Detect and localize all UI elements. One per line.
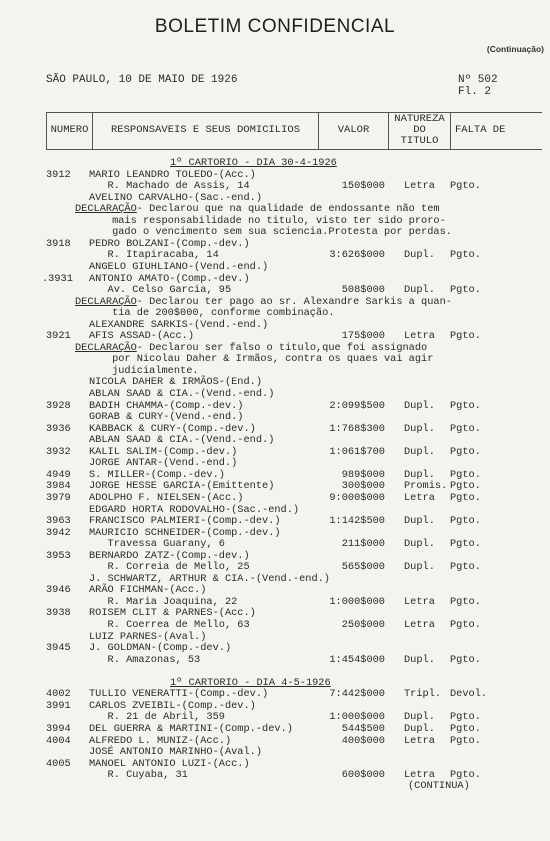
value: 989$000 xyxy=(341,468,385,481)
place-date: SÃO PAULO, 10 DE MAIO DE 1926 xyxy=(46,74,238,86)
protest-reason: Pgto. xyxy=(450,480,481,493)
document-title: BOLETIM CONFIDENCIAL xyxy=(154,16,396,37)
responsible-name: LUIZ PARNES-(Aval.) xyxy=(89,630,207,643)
column-header-natureza-do: DO xyxy=(413,124,426,136)
responsible-name: Travessa Guarany, 6 xyxy=(89,538,225,551)
value: 565$000 xyxy=(341,561,385,574)
responsible-name: ABLAN SAAD & CIA.-(Vend.-end.) xyxy=(89,434,275,447)
protest-reason: Pgto. xyxy=(450,538,481,551)
declaration-text: tia de 200$000, conforme combinação. xyxy=(75,307,335,320)
continuation-label: (Continuação) xyxy=(486,44,544,54)
entry-number: 3912 xyxy=(46,168,71,181)
declaration-label: DECLARAÇÃO xyxy=(75,295,137,308)
declaration-text: mais responsabilidade no titulo, visto ter sido proro- xyxy=(75,214,446,227)
entry-number: 3921 xyxy=(46,330,71,343)
entry-number: 3942 xyxy=(46,526,71,539)
responsible-name: ABLAN SAAD & CIA.-(Vend.-end.) xyxy=(89,388,275,400)
responsible-name: DEL GUERRA & MARTINI-(Comp.-dev.) xyxy=(89,722,293,735)
title-nature: Letra xyxy=(404,769,435,782)
responsible-name: J. SCHWARTZ, ARTHUR & CIA.-(Vend.-end.) xyxy=(89,572,330,585)
responsible-name: KALIL SALIM-(Comp.-dev.) xyxy=(89,445,238,458)
protest-reason: Pgto. xyxy=(450,722,481,735)
title-nature: Dupl. xyxy=(404,515,435,528)
title-nature: Dupl. xyxy=(404,284,435,297)
title-nature: Letra xyxy=(404,619,435,631)
entry-number: 3953 xyxy=(46,549,71,562)
responsible-name: ANGELO GIUHLIANO-(Vend.-end.) xyxy=(89,260,269,273)
protest-reason: Devol. xyxy=(450,688,488,701)
value: 7:442$000 xyxy=(329,688,385,701)
title-nature: Dupl. xyxy=(404,722,435,735)
responsible-name: ALEXANDRE SARKIS-(Vend.-end.) xyxy=(89,318,269,331)
value: 150$000 xyxy=(341,180,385,193)
responsible-name: R. Cuyaba, 31 xyxy=(89,769,188,782)
responsible-name: Av. Celso Garcia, 95 xyxy=(89,284,232,297)
entry-number: 3936 xyxy=(46,422,71,435)
protest-reason: Pgto. xyxy=(450,711,481,724)
responsible-name: BADIH CHAMMA-(Comp.-dev.) xyxy=(89,399,244,412)
protest-reason: Pgto. xyxy=(450,468,481,481)
responsible-name: R. Coerrea de Mello, 63 xyxy=(89,619,250,631)
title-nature: Dupl. xyxy=(404,399,435,412)
responsible-name: R. 21 de Abril, 359 xyxy=(89,711,225,724)
responsible-name: R. Maria Joaquina, 22 xyxy=(89,595,238,608)
protest-reason: Pgto. xyxy=(450,515,481,528)
responsible-name: R. Amazonas, 53 xyxy=(89,653,201,666)
entry-number: 3945 xyxy=(46,642,71,655)
title-nature: Dupl. xyxy=(404,653,435,666)
responsible-name: MANOEL ANTONIO LUZI-(Acc.) xyxy=(89,757,250,770)
section-heading: 1º CARTORIO - DIA 4-5-1926 xyxy=(170,676,331,689)
declaration-body: - Declarou que na qualidade de endossante não tem xyxy=(136,203,440,216)
entry-number: .3931 xyxy=(42,272,73,285)
protest-reason: Pgto. xyxy=(450,445,481,458)
continua-label: (CONTINUA) xyxy=(408,779,470,792)
protest-reason: Pgto. xyxy=(450,330,481,343)
entry-number: 4005 xyxy=(46,757,71,770)
protest-reason: Pgto. xyxy=(450,653,481,666)
protest-reason: Pgto. xyxy=(450,769,481,782)
responsible-name: MARIO LEANDRO TOLEDO-(Acc.) xyxy=(89,168,256,181)
responsible-name: JORGE ANTAR-(Vend.-end.) xyxy=(89,457,238,470)
declaration-text xyxy=(75,343,427,354)
responsible-name: ROISEM CLIT & PARNES-(Acc.) xyxy=(89,607,256,620)
responsible-name: S. MILLER-(Comp.-dev.) xyxy=(89,468,225,481)
column-header-natureza: NATUREZA xyxy=(394,113,445,125)
title-nature: Promis. xyxy=(404,480,448,493)
entry-number: 3938 xyxy=(46,607,71,620)
protest-reason: Pgto. xyxy=(450,399,481,412)
title-nature: Letra xyxy=(404,180,435,193)
protest-reason: Pgto. xyxy=(450,491,481,504)
responsible-name: ADOLPHO F. NIELSEN-(Acc.) xyxy=(89,491,244,504)
declaration-label: DECLARAÇÃO xyxy=(75,203,137,216)
responsible-name: PEDRO BOLZANI-(Comp.-dev.) xyxy=(89,237,250,250)
entry-number: 3991 xyxy=(46,699,71,712)
entry-number: 4004 xyxy=(46,734,71,747)
value: 211$000 xyxy=(341,538,385,551)
declaration-label: DECLARAÇÃO xyxy=(75,341,137,354)
column-header-valor: VALOR xyxy=(337,124,370,136)
protest-reason: Pgto. xyxy=(450,422,481,435)
title-nature: Letra xyxy=(404,595,435,608)
value: 2:099$500 xyxy=(329,399,385,412)
title-nature: Letra xyxy=(404,330,435,343)
title-nature: Dupl. xyxy=(404,249,435,262)
responsible-name: GORAB & CURY-(Vend.-end.) xyxy=(89,411,244,424)
responsible-name: TULLIO VENERATTI-(Comp.-dev.) xyxy=(89,688,269,701)
value: 508$000 xyxy=(341,284,385,297)
declaration-text xyxy=(75,204,440,215)
value: 300$000 xyxy=(341,480,385,493)
column-header-natureza-titulo: TITULO xyxy=(400,135,439,147)
responsible-name: R. Correia de Mello, 25 xyxy=(89,561,250,574)
responsible-name: AFIS ASSAD-(Acc.) xyxy=(89,330,195,343)
protest-reason: Pgto. xyxy=(450,595,481,608)
declaration-body: - Declarou ter pago ao sr. Alexandre Sarkis a quan- xyxy=(136,295,452,308)
responsible-name: ANTONIO AMATO-(Comp.-dev.) xyxy=(89,272,250,285)
title-nature: Dupl. xyxy=(404,561,435,574)
title-nature: Dupl. xyxy=(404,445,435,458)
declaration-text xyxy=(75,297,452,308)
section-heading: 1º CARTORIO - DIA 30-4-1926 xyxy=(170,157,337,169)
title-nature: Tripl. xyxy=(404,688,442,701)
sheet-number: Fl. 2 xyxy=(458,86,492,98)
entry-number: 3994 xyxy=(46,722,71,735)
protest-reason: Pgto. xyxy=(450,619,481,631)
responsible-name: J. GOLDMAN-(Comp.-dev.) xyxy=(89,642,232,655)
entry-number: 4002 xyxy=(46,688,71,701)
responsible-name: EDGARD HORTA RODOVALHO-(Sac.-end.) xyxy=(89,503,300,516)
value: 1:000$000 xyxy=(329,711,385,724)
bulletin-number: Nº 502 xyxy=(458,74,498,86)
entry-number: 3984 xyxy=(46,480,71,493)
title-nature: Letra xyxy=(404,734,435,747)
responsible-name: NICOLA DAHER & IRMÃOS-(End.) xyxy=(89,376,263,389)
declaration-body: - Declarou ser falso o titulo,que foi assignado xyxy=(136,341,428,354)
responsible-name: ARÃO FICHMAN-(Acc.) xyxy=(89,584,207,597)
entry-number: 3932 xyxy=(46,445,71,458)
responsible-name: JORGE HESSE GARCIA-(Emittente) xyxy=(89,480,275,493)
entry-number: 4949 xyxy=(46,468,71,481)
title-nature: Dupl. xyxy=(404,422,435,435)
protest-reason: Pgto. xyxy=(450,284,481,297)
column-header-numero: NUMERO xyxy=(50,124,89,136)
entry-number: 3946 xyxy=(46,584,71,597)
entry-number: 3918 xyxy=(46,237,71,250)
responsible-name: KABBACK & CURY-(Comp.-dev.) xyxy=(89,422,256,435)
protest-reason: Pgto. xyxy=(450,180,481,193)
declaration-text: por Nicolau Daher & Irmãos, contra os quaes vai agir xyxy=(75,353,434,366)
column-header-falta: FALTA DE xyxy=(455,124,506,136)
value: 1:142$500 xyxy=(329,515,385,528)
responsible-name: FRANCISCO PALMIERI-(Comp.-dev.) xyxy=(89,515,281,528)
declaration-text: gado o vencimento sem sua sciencia.Protesta por perdas. xyxy=(75,226,452,239)
entry-number: 3963 xyxy=(46,515,71,528)
title-nature: Dupl. xyxy=(404,468,435,481)
responsible-name: ALFREDO L. MUNIZ-(Acc.) xyxy=(89,734,232,747)
responsible-name: MAURICIO SCHNEIDER-(Comp.-dev.) xyxy=(89,526,281,539)
protest-reason: Pgto. xyxy=(450,734,481,747)
title-nature: Dupl. xyxy=(404,711,435,724)
value: 9:000$000 xyxy=(329,491,385,504)
title-nature: Letra xyxy=(404,491,435,504)
value: 175$000 xyxy=(341,330,385,343)
protest-reason: Pgto. xyxy=(450,249,481,262)
declaration-text: judicialmente. xyxy=(75,364,199,377)
responsible-name: AVELINO CARVALHO-(Sac.-end.) xyxy=(89,191,263,204)
value: 3:626$000 xyxy=(329,249,385,262)
value: 544$500 xyxy=(341,722,385,735)
value: 400$000 xyxy=(341,734,385,747)
protest-reason: Pgto. xyxy=(450,561,481,574)
responsible-name: R. Itapiracaba, 14 xyxy=(89,249,219,262)
value: 1:000$000 xyxy=(329,595,385,608)
value: 250$000 xyxy=(341,619,385,631)
value: 1:061$700 xyxy=(329,445,385,458)
value: 600$000 xyxy=(341,769,385,782)
responsible-name: R. Machado de Assis, 14 xyxy=(89,180,250,193)
entry-number: 3928 xyxy=(46,399,71,412)
responsible-name: BERNARDO ZATZ-(Comp.-dev.) xyxy=(89,549,250,562)
value: 1:454$000 xyxy=(329,653,385,666)
responsible-name: JOSÉ ANTONIO MARINHO-(Aval.) xyxy=(89,746,263,759)
entry-number: 3979 xyxy=(46,491,71,504)
column-header-responsaveis: RESPONSAVEIS E SEUS DOMICILIOS xyxy=(110,124,301,136)
title-nature: Dupl. xyxy=(404,538,435,551)
value: 1:768$300 xyxy=(329,422,385,435)
responsible-name: CARLOS ZVEIBIL-(Comp.-dev.) xyxy=(89,699,256,712)
